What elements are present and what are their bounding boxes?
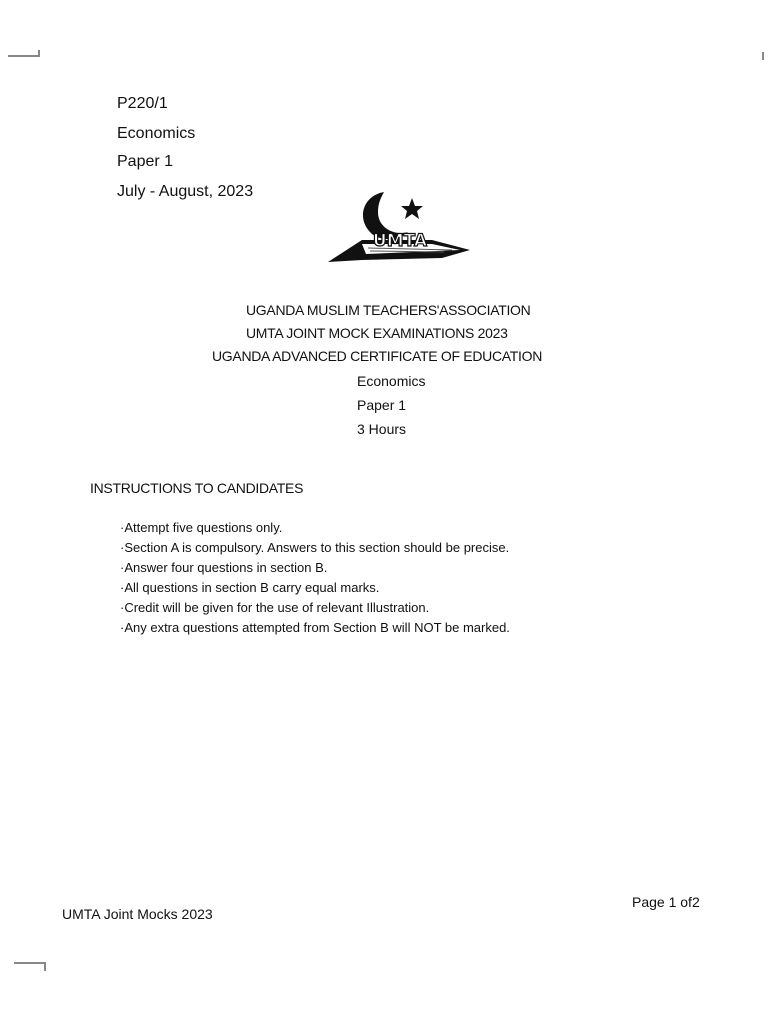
- paper-subject: Economics: [117, 125, 196, 142]
- instruction-item: ·Section A is compulsory. Answers to this section should be precise.: [120, 540, 510, 555]
- instructions-list: [120, 518, 510, 638]
- paper-meta: [117, 90, 253, 206]
- footer-exam-name: UMTA Joint Mocks 2023: [62, 906, 213, 922]
- crop-mark-top-right: [762, 52, 764, 60]
- instruction-item: ·Credit will be given for the use of relevant Illustration.: [120, 600, 430, 615]
- exam-name: UMTA JOINT MOCK EXAMINATIONS 2023: [246, 325, 508, 341]
- level-name: UGANDA ADVANCED CERTIFICATE OF EDUCATION: [212, 348, 543, 364]
- paper-date: July - August, 2023: [117, 183, 254, 200]
- crop-mark-bottom-left-tick: [44, 962, 46, 971]
- paper-number: Paper 1: [117, 153, 174, 170]
- crop-mark-top-left-tick: [38, 50, 40, 57]
- crop-mark-bottom-left: [14, 962, 46, 964]
- instruction-item: ·Answer four questions in section B.: [120, 560, 328, 575]
- title-paper: Paper 1: [357, 397, 407, 413]
- instruction-item: ·Any extra questions attempted from Section B will NOT be marked.: [120, 620, 510, 635]
- logo-text: UMTA: [372, 231, 428, 251]
- title-duration: 3 Hours: [357, 421, 407, 437]
- instruction-item: ·All questions in section B carry equal marks.: [120, 580, 380, 595]
- umta-logo: [322, 188, 474, 270]
- star-icon: [401, 198, 423, 219]
- crop-mark-top-left: [8, 55, 40, 57]
- instruction-item: ·Attempt five questions only.: [120, 520, 283, 535]
- title-subject: Economics: [357, 373, 426, 389]
- instructions-heading: INSTRUCTIONS TO CANDIDATES: [90, 480, 304, 496]
- page-number: Page 1 of2: [632, 894, 700, 910]
- paper-code: P220/1: [117, 95, 168, 112]
- org-name: UGANDA MUSLIM TEACHERS'ASSOCIATION: [246, 302, 531, 318]
